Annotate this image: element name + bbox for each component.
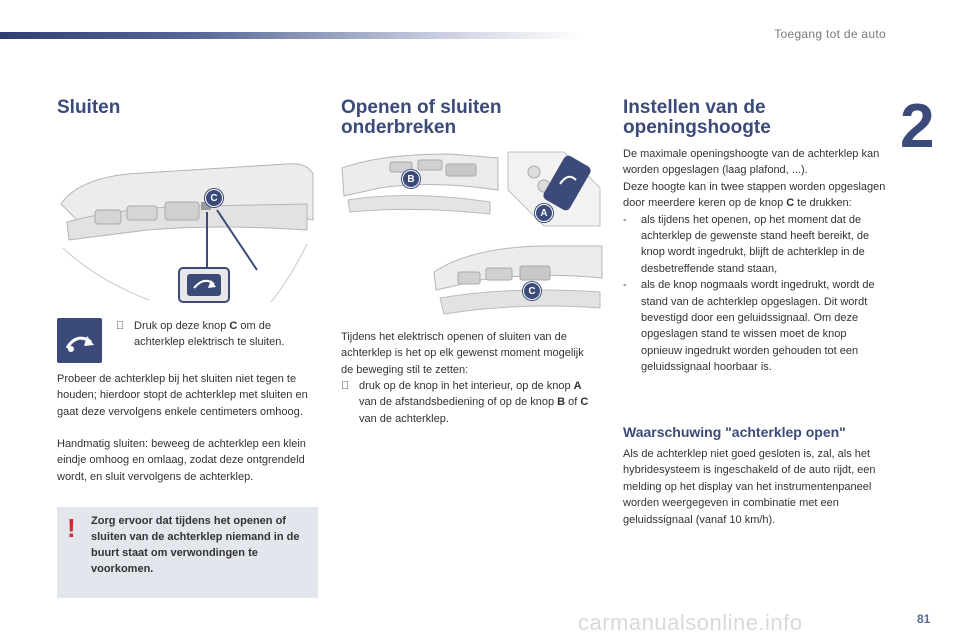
sluiten-para1: Probeer de achterklep bij het sluiten niet tegen te houden; hierdoor stopt de achterklep met sluiten en gaat deze vervolgens enkele centimeters omhoog.	[57, 373, 308, 418]
openen-para: Tijdens het elektrisch openen of sluiten van de achterklep is het op elk gewenst moment mogelijk de beweging stil te zetten:	[341, 331, 584, 376]
header-title: Toegang tot de auto	[774, 27, 886, 41]
page-number: 81	[917, 612, 931, 626]
watermark: carmanualsonline.info	[578, 610, 803, 635]
label-a-badge: A	[535, 204, 553, 222]
instellen-text	[623, 146, 889, 376]
label-b-badge: B	[402, 170, 420, 188]
interior-button-illustration	[340, 150, 500, 230]
instellen-para2: Deze hoogte kan in twee stappen worden opgeslagen door meerdere keren op de knop C te drukken:	[623, 180, 886, 210]
openen-bullet: druk op de knop in het interieur, op de knop A van de afstandsbediening of op de knop B of C van de achterklep.	[341, 378, 599, 427]
tailgate-button-c-illustration	[430, 242, 604, 322]
tailgate-button-icon	[57, 318, 102, 363]
label-c-badge: C	[205, 189, 223, 207]
sluiten-para2: Handmatig sluiten: beweeg de achterklep een klein eindje omhoog en omlaag, zodat deze ontgrendeld wordt, en sluit vervolgens de achterklep.	[57, 438, 306, 483]
instellen-para1: De maximale openingshoogte van de achterklep kan worden opgeslagen (laag plafond, ...).	[623, 148, 880, 177]
sluiten-bullet: Druk op deze knop C om de achterklep elektrisch te sluiten.	[116, 318, 316, 351]
bullet-marker	[341, 378, 349, 394]
chapter-number: 2	[900, 92, 935, 161]
warning-box	[57, 507, 318, 598]
waarschuwing-para: Als de achterklep niet goed gesloten is, zal, als het hybridesysteem is ingeschakeld of de auto rijdt, een melding op het display van het instrumentenpaneel worden weergegeven in combinatie met een geluidssignaal (vanaf 10 km/h).	[623, 448, 876, 526]
bullet-marker	[116, 318, 124, 334]
tailgate-closing-illustration	[57, 160, 315, 305]
header-bar	[0, 32, 580, 39]
warning-icon: !	[67, 513, 76, 543]
section-title-sluiten: Sluiten	[57, 97, 121, 118]
section-title-openen: Openen of sluiten onderbreken	[341, 97, 502, 138]
instellen-item-1: - als tijdens het openen, op het moment dat de achterklep de gewenste stand heeft bereikt, de knop wordt ingedrukt, blijft de achterklep in de desbetreffende stand staan,	[623, 213, 870, 275]
remote-key-illustration	[504, 148, 604, 230]
label-c2-badge: C	[523, 282, 541, 300]
subtitle-waarschuwing: Waarschuwing "achterklep open"	[623, 424, 846, 440]
instellen-item-2: - als de knop nogmaals wordt ingedrukt, wordt de stand van de achterklep opgeslagen. Dit wordt bevestigd door een geluidssignaal. Om deze opgeslagen stand te wissen moet de knop opnieuw ingedrukt worden gehouden tot een geluidssignaal hoorbaar is.	[623, 279, 875, 374]
section-title-instellen: Instellen van de openingshoogte	[623, 97, 771, 138]
warning-text: Zorg ervoor dat tijdens het openen of sluiten van de achterklep niemand in de buurt staat om verwondingen te voorkomen.	[91, 515, 300, 575]
